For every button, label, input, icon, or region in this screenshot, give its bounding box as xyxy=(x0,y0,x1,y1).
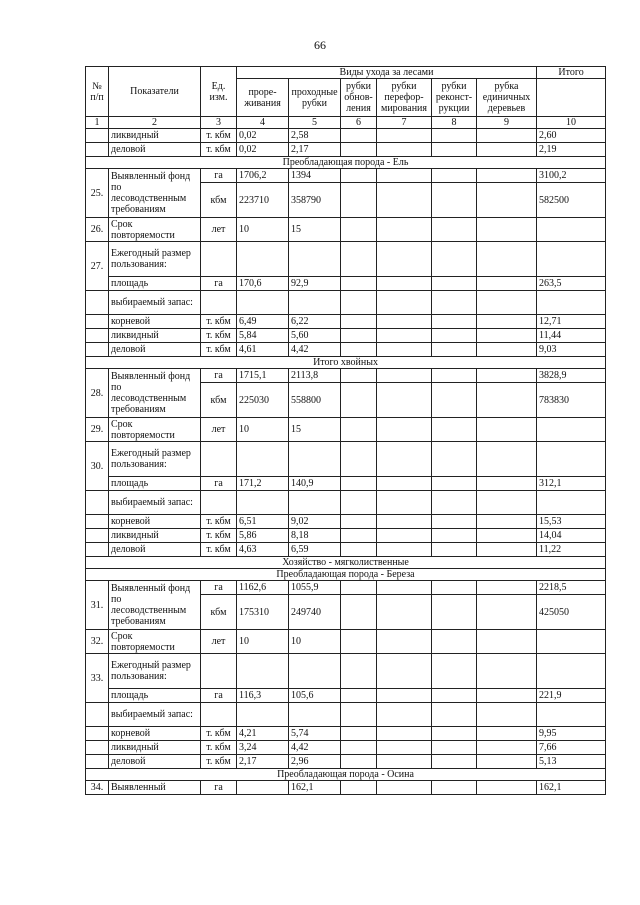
row-number: 28. xyxy=(86,369,109,418)
cell-passage: 1055,9 xyxy=(289,581,341,595)
row-label: Ежегодный размер пользования: xyxy=(109,442,201,477)
cell-passage: 15 xyxy=(289,218,341,242)
cell-thinning: 1706,2 xyxy=(237,169,289,183)
row-unit: т. кбм xyxy=(201,329,237,343)
cell-total: 12,71 xyxy=(537,315,606,329)
row-label: выбираемый запас: xyxy=(109,703,201,727)
table-row xyxy=(86,654,606,689)
row-unit: т. кбм xyxy=(201,129,237,143)
row-label: Выявленный фонд по лесоводственным требованиям xyxy=(109,369,201,418)
cell-total: 2,19 xyxy=(537,143,606,157)
row-label: корневой xyxy=(109,315,201,329)
cell-total: 5,13 xyxy=(537,755,606,769)
row-unit: га xyxy=(201,477,237,491)
row-unit: т. кбм xyxy=(201,315,237,329)
cell-passage: 358790 xyxy=(289,183,341,218)
cell-total: 15,53 xyxy=(537,515,606,529)
row-label: площадь xyxy=(109,689,201,703)
header-row xyxy=(86,67,606,79)
col-number: 9 xyxy=(477,117,537,129)
row-label: ликвидный xyxy=(109,529,201,543)
cell-thinning: 170,6 xyxy=(237,277,289,291)
cell-total: 2218,5 xyxy=(537,581,606,595)
row-unit: га xyxy=(201,277,237,291)
cell-total: 582500 xyxy=(537,183,606,218)
table-row xyxy=(86,543,606,557)
col-number: 7 xyxy=(377,117,432,129)
row-unit: т. кбм xyxy=(201,727,237,741)
table-row xyxy=(86,703,606,727)
cell-total: 783830 xyxy=(537,383,606,418)
cell-passage: 140,9 xyxy=(289,477,341,491)
cell-passage: 6,22 xyxy=(289,315,341,329)
table-row xyxy=(86,129,606,143)
table-row xyxy=(86,343,606,357)
row-label: Срок повторяемости xyxy=(109,418,201,442)
row-unit: лет xyxy=(201,418,237,442)
row-label: Ежегодный размер пользования: xyxy=(109,242,201,277)
cell-passage: 15 xyxy=(289,418,341,442)
cell-total: 9,95 xyxy=(537,727,606,741)
cell-passage: 10 xyxy=(289,630,341,654)
row-unit: га xyxy=(201,581,237,595)
row-label: деловой xyxy=(109,343,201,357)
cell-total: 11,22 xyxy=(537,543,606,557)
table-row xyxy=(86,369,606,383)
row-unit: т. кбм xyxy=(201,529,237,543)
row-number: 27. xyxy=(86,242,109,291)
cell-thinning: 10 xyxy=(237,418,289,442)
table-row xyxy=(86,529,606,543)
col-number: 2 xyxy=(109,117,201,129)
cell-passage: 4,42 xyxy=(289,741,341,755)
cell-thinning: 3,24 xyxy=(237,741,289,755)
header-total: Итого xyxy=(537,67,606,79)
table-row xyxy=(86,218,606,242)
row-number: 26. xyxy=(86,218,109,242)
cell-passage: 162,1 xyxy=(289,781,341,795)
col-number: 3 xyxy=(201,117,237,129)
cell-passage: 6,59 xyxy=(289,543,341,557)
row-unit: га xyxy=(201,781,237,795)
header-unit: Ед. изм. xyxy=(201,67,237,117)
table-row xyxy=(86,727,606,741)
page-number: 66 xyxy=(314,38,326,52)
row-number: 31. xyxy=(86,581,109,630)
table-row xyxy=(86,755,606,769)
cell-passage: 558800 xyxy=(289,383,341,418)
cell-thinning: 10 xyxy=(237,218,289,242)
row-label: Срок повторяемости xyxy=(109,630,201,654)
cell-thinning: 175310 xyxy=(237,595,289,630)
row-unit: т. кбм xyxy=(201,343,237,357)
row-label: выбираемый запас: xyxy=(109,491,201,515)
cell-thinning: 4,63 xyxy=(237,543,289,557)
table-row xyxy=(86,143,606,157)
forest-care-table xyxy=(85,66,606,795)
row-label: ликвидный xyxy=(109,329,201,343)
cell-thinning: 0,02 xyxy=(237,143,289,157)
header-col-thinning: прорe-живания xyxy=(237,79,289,117)
column-numbers-row xyxy=(86,117,606,129)
row-unit: т. кбм xyxy=(201,755,237,769)
table-row xyxy=(86,442,606,477)
cell-passage: 92,9 xyxy=(289,277,341,291)
cell-thinning: 5,84 xyxy=(237,329,289,343)
row-label: площадь xyxy=(109,477,201,491)
row-unit: лет xyxy=(201,218,237,242)
cell-thinning: 223710 xyxy=(237,183,289,218)
row-label: деловой xyxy=(109,543,201,557)
cell-total: 9,03 xyxy=(537,343,606,357)
row-label: площадь xyxy=(109,277,201,291)
table-row xyxy=(86,315,606,329)
table-row xyxy=(86,581,606,595)
cell-thinning: 171,2 xyxy=(237,477,289,491)
row-unit: кбм xyxy=(201,383,237,418)
header-col-single-trees: рубка единичных деревьев xyxy=(477,79,537,117)
table-row xyxy=(86,741,606,755)
header-col-renewal: рубки обнов-ления xyxy=(341,79,377,117)
cell-thinning: 10 xyxy=(237,630,289,654)
table-row xyxy=(86,291,606,315)
row-number: 34. xyxy=(86,781,109,795)
header-num: № п/п xyxy=(86,67,109,117)
row-number: 30. xyxy=(86,442,109,491)
row-unit: га xyxy=(201,369,237,383)
section-row xyxy=(86,769,606,781)
row-unit: кбм xyxy=(201,595,237,630)
cell-total: 425050 xyxy=(537,595,606,630)
cell-passage: 2,96 xyxy=(289,755,341,769)
row-number: 25. xyxy=(86,169,109,218)
row-label: деловой xyxy=(109,143,201,157)
row-label: Выявленный фонд по лесоводственным требованиям xyxy=(109,581,201,630)
section-title: Хозяйство - мягколиственные xyxy=(86,557,606,569)
col-number: 6 xyxy=(341,117,377,129)
cell-total: 7,66 xyxy=(537,741,606,755)
cell-passage: 249740 xyxy=(289,595,341,630)
row-label: ликвидный xyxy=(109,741,201,755)
row-number: 32. xyxy=(86,630,109,654)
cell-passage: 2,58 xyxy=(289,129,341,143)
header-col-reforming: рубки перефор-мирования xyxy=(377,79,432,117)
row-label: деловой xyxy=(109,755,201,769)
table-row xyxy=(86,689,606,703)
row-label: Срок повторяемости xyxy=(109,218,201,242)
cell-thinning: 4,21 xyxy=(237,727,289,741)
row-number: 33. xyxy=(86,654,109,703)
cell-passage: 1394 xyxy=(289,169,341,183)
header-col-reconstruction: рубки реконст-рукции xyxy=(432,79,477,117)
section-title: Преобладающая порода - Береза xyxy=(86,569,606,581)
section-title: Преобладающая порода - Ель xyxy=(86,157,606,169)
row-unit: кбм xyxy=(201,183,237,218)
row-unit: т. кбм xyxy=(201,543,237,557)
cell-thinning: 6,51 xyxy=(237,515,289,529)
table-row xyxy=(86,169,606,183)
cell-thinning: 5,86 xyxy=(237,529,289,543)
header-care-types: Виды ухода за лесами xyxy=(237,67,537,79)
row-unit: т. кбм xyxy=(201,515,237,529)
cell-thinning: 225030 xyxy=(237,383,289,418)
col-number: 1 xyxy=(86,117,109,129)
table-row xyxy=(86,329,606,343)
row-label: Выявленный xyxy=(109,781,201,795)
section-row xyxy=(86,357,606,369)
cell-total: 221,9 xyxy=(537,689,606,703)
cell-total: 14,04 xyxy=(537,529,606,543)
row-label: выбираемый запас: xyxy=(109,291,201,315)
section-row xyxy=(86,569,606,581)
table-row xyxy=(86,515,606,529)
cell-total: 3828,9 xyxy=(537,369,606,383)
cell-total: 3100,2 xyxy=(537,169,606,183)
header-col-passage: проходные рубки xyxy=(289,79,341,117)
cell-passage: 2,17 xyxy=(289,143,341,157)
table-row xyxy=(86,630,606,654)
header-indicator: Показатели xyxy=(109,67,201,117)
col-number: 4 xyxy=(237,117,289,129)
cell-passage: 2113,8 xyxy=(289,369,341,383)
cell-thinning: 6,49 xyxy=(237,315,289,329)
table-row xyxy=(86,491,606,515)
cell-total: 312,1 xyxy=(537,477,606,491)
row-label: корневой xyxy=(109,727,201,741)
section-title: Итого хвойных xyxy=(86,357,606,369)
cell-passage: 5,60 xyxy=(289,329,341,343)
cell-thinning: 0,02 xyxy=(237,129,289,143)
cell-total: 11,44 xyxy=(537,329,606,343)
table-row xyxy=(86,781,606,795)
row-label: Ежегодный размер пользования: xyxy=(109,654,201,689)
row-unit: га xyxy=(201,689,237,703)
cell-total: 162,1 xyxy=(537,781,606,795)
cell-thinning: 2,17 xyxy=(237,755,289,769)
row-number: 29. xyxy=(86,418,109,442)
cell-thinning: 116,3 xyxy=(237,689,289,703)
row-label: Выявленный фонд по лесоводственным требованиям xyxy=(109,169,201,218)
cell-passage: 4,42 xyxy=(289,343,341,357)
table-row xyxy=(86,242,606,277)
col-number: 5 xyxy=(289,117,341,129)
cell-thinning: 1162,6 xyxy=(237,581,289,595)
section-row xyxy=(86,557,606,569)
cell-passage: 105,6 xyxy=(289,689,341,703)
cell-total: 263,5 xyxy=(537,277,606,291)
col-number: 8 xyxy=(432,117,477,129)
cell-thinning: 1715,1 xyxy=(237,369,289,383)
cell-passage: 9,02 xyxy=(289,515,341,529)
row-unit: лет xyxy=(201,630,237,654)
col-number: 10 xyxy=(537,117,606,129)
table-row xyxy=(86,277,606,291)
section-title: Преобладающая порода - Осина xyxy=(86,769,606,781)
row-label: ликвидный xyxy=(109,129,201,143)
row-unit: т. кбм xyxy=(201,143,237,157)
table-row xyxy=(86,477,606,491)
row-label: корневой xyxy=(109,515,201,529)
section-row xyxy=(86,157,606,169)
row-unit: га xyxy=(201,169,237,183)
cell-thinning: 4,61 xyxy=(237,343,289,357)
cell-passage: 8,18 xyxy=(289,529,341,543)
cell-passage: 5,74 xyxy=(289,727,341,741)
table-row xyxy=(86,418,606,442)
cell-total: 2,60 xyxy=(537,129,606,143)
row-unit: т. кбм xyxy=(201,741,237,755)
